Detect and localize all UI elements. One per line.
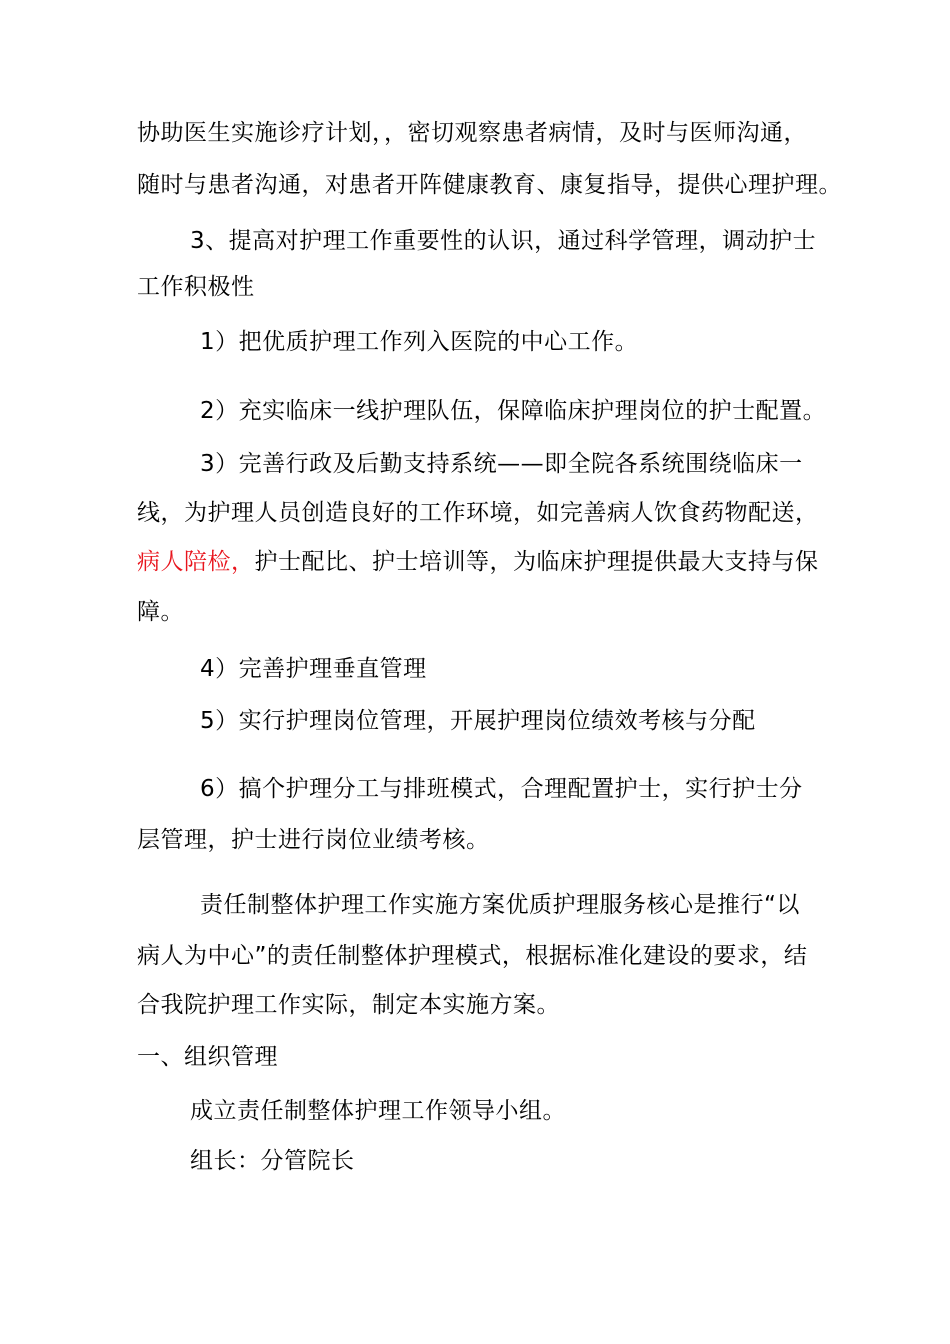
paragraph-line: 3、提高对护理工作重要性的认识，通过科学管理，调动护士 — [190, 228, 817, 254]
paragraph-line — [137, 547, 819, 577]
paragraph-line: 层管理，护士进行岗位业绩考核。 — [137, 827, 490, 853]
list-item: 2）充实临床一线护理队伍，保障临床护理岗位的护士配置。 — [200, 398, 827, 424]
paragraph-line: 随时与患者沟通，对患者开阵健康教育、康复指导，提供心理护理。 — [137, 172, 842, 198]
paragraph-line: 责任制整体护理工作实施方案优质护理服务核心是推行“以 — [200, 892, 800, 918]
list-item: 5）实行护理岗位管理，开展护理岗位绩效考核与分配 — [200, 708, 756, 734]
paragraph-line: 成立责任制整体护理工作领导小组。 — [190, 1098, 566, 1124]
paragraph-line: 病人为中心”的责任制整体护理模式，根据标准化建设的要求，结 — [137, 943, 808, 969]
paragraph-text: 护士配比、护士培训等，为临床护理提供最大支持与保 — [254, 549, 819, 575]
paragraph-line: 线，为护理人员创造良好的工作环境，如完善病人饮食药物配送， — [137, 500, 819, 526]
paragraph-line: 工作积极性 — [137, 274, 255, 300]
paragraph-line: 合我院护理工作实际，制定本实施方案。 — [137, 992, 560, 1018]
paragraph-line: 组长：分管院长 — [190, 1148, 355, 1174]
section-heading: 一、组织管理 — [137, 1044, 278, 1070]
list-item: 6）搞个护理分工与排班模式，合理配置护士，实行护士分 — [200, 776, 803, 802]
list-item: 1）把优质护理工作列入医院的中心工作。 — [200, 329, 639, 355]
paragraph-line: 障。 — [137, 599, 184, 625]
paragraph-line: 协助医生实施诊疗计划，，密切观察患者病情，及时与医师沟通， — [137, 120, 807, 146]
highlighted-text: 病人陪检， — [137, 549, 255, 575]
list-item: 4）完善护理垂直管理 — [200, 656, 427, 682]
list-item: 3）完善行政及后勤支持系统——即全院各系统围绕临床一 — [200, 451, 803, 477]
